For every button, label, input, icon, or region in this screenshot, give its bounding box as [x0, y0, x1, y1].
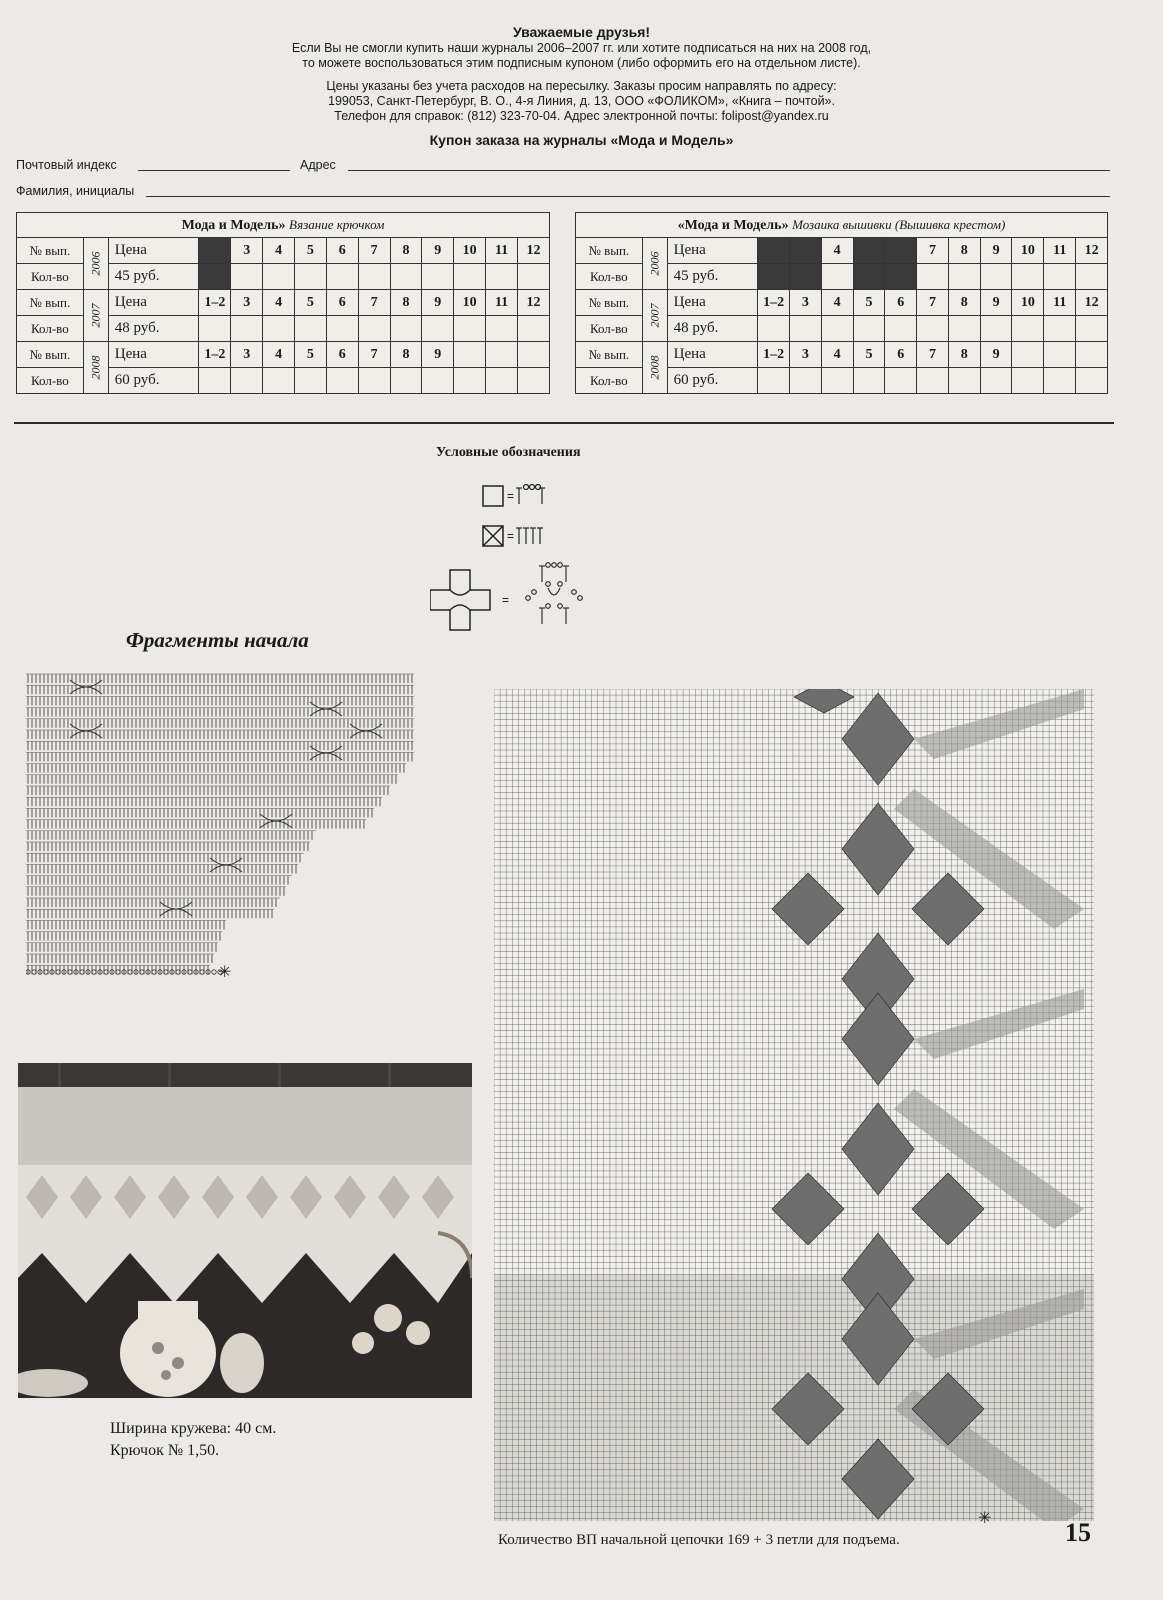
year-label: 2006 — [647, 251, 662, 276]
chain-note: Количество ВП начальной цепочки 169 + 3 петли для подъема. — [498, 1532, 900, 1548]
issue-number-cell: 4 — [263, 290, 295, 316]
price-value: 60 руб. — [108, 368, 199, 394]
qty-input-cell[interactable] — [885, 316, 917, 342]
issue-number-cell: 7 — [358, 342, 390, 368]
header-line-2: то можете воспользоваться этим подписным купоном (либо оформить его на отдельном листе). — [302, 56, 861, 70]
qty-input-cell[interactable] — [518, 368, 550, 394]
issue-number-cell: 12 — [1076, 290, 1108, 316]
table-caption — [576, 213, 1108, 238]
issue-number-cell: 5 — [853, 342, 885, 368]
header-line-1: Если Вы не смогли купить наши журналы 2006–2007 гг. или хотите подписаться на них на 2008 год, — [291, 41, 872, 55]
qty-input-cell[interactable] — [853, 316, 885, 342]
issue-number-cell: 1–2 — [199, 290, 231, 316]
qty-input-cell[interactable] — [1012, 316, 1044, 342]
qty-input-cell[interactable] — [390, 368, 422, 394]
qty-input-cell[interactable] — [948, 316, 980, 342]
issue-number-cell: 5 — [295, 342, 327, 368]
issue-number-cell: 7 — [917, 290, 949, 316]
issue-number-cell — [1044, 342, 1076, 368]
table-caption-bold: «Мода и Модель» — [677, 217, 789, 233]
issue-number-cell: 8 — [948, 290, 980, 316]
qty-label: Кол-во — [576, 264, 643, 290]
issue-label: № вып. — [17, 238, 84, 264]
year-cell — [83, 342, 108, 394]
year-cell — [642, 290, 667, 342]
qty-input-cell[interactable] — [853, 368, 885, 394]
issue-number-cell: 9 — [980, 290, 1012, 316]
qty-label: Кол-во — [17, 316, 84, 342]
issue-number-cell: 1–2 — [199, 342, 231, 368]
qty-input-cell[interactable] — [917, 316, 949, 342]
qty-input-cell[interactable] — [821, 316, 853, 342]
price-value: 45 руб. — [108, 264, 199, 290]
issue-number-cell: 5 — [853, 290, 885, 316]
year-cell — [83, 238, 108, 290]
page-number: 15 — [1065, 1518, 1091, 1547]
header-line-3: Цены указаны без учета расходов на пересылку. Заказы просим направлять по адресу: — [326, 79, 837, 93]
year-cell — [642, 342, 667, 394]
qty-input-cell[interactable] — [1076, 368, 1108, 394]
legend-title: Условные обозначения — [436, 445, 581, 460]
price-value: 45 руб. — [667, 264, 758, 290]
year-label: 2008 — [647, 355, 662, 380]
header-line-4: 199053, Санкт-Петербург, В. О., 4-я Линия, д. 13, ООО «ФОЛИКОМ», «Книга – почтой». — [328, 94, 835, 108]
qty-input-cell[interactable] — [358, 316, 390, 342]
qty-input-cell[interactable] — [789, 316, 821, 342]
issue-number-cell: 6 — [326, 342, 358, 368]
qty-input-cell[interactable] — [390, 316, 422, 342]
issue-number-cell: 10 — [454, 290, 486, 316]
qty-input-cell[interactable] — [231, 316, 263, 342]
issue-number-cell: 8 — [948, 342, 980, 368]
issue-number-cell — [518, 342, 550, 368]
filet-chart — [494, 689, 1094, 1521]
qty-input-cell[interactable] — [885, 368, 917, 394]
price-label: Цена — [667, 290, 758, 316]
address-label: Адрес — [300, 158, 336, 172]
qty-input-cell[interactable] — [231, 264, 263, 290]
qty-input-cell[interactable] — [422, 316, 454, 342]
issue-number-cell: 9 — [422, 290, 454, 316]
issue-number-cell: 12 — [518, 290, 550, 316]
issue-number-cell — [789, 238, 821, 264]
issue-number-cell — [454, 342, 486, 368]
legend-empty-cell — [483, 486, 503, 506]
fragment-start-star: ✳ — [218, 964, 232, 981]
issue-number-cell — [1012, 342, 1044, 368]
issue-number-cell: 7 — [917, 342, 949, 368]
issue-number-cell: 10 — [1012, 238, 1044, 264]
qty-input-cell[interactable] — [358, 368, 390, 394]
qty-input-cell — [199, 264, 231, 290]
qty-input-cell[interactable] — [295, 368, 327, 394]
qty-input-cell — [758, 264, 790, 290]
table-caption — [17, 213, 550, 238]
issue-number-cell: 7 — [358, 290, 390, 316]
issue-number-cell: 10 — [1012, 290, 1044, 316]
year-cell — [642, 238, 667, 290]
issue-number-cell: 3 — [231, 342, 263, 368]
qty-input-cell[interactable] — [486, 316, 518, 342]
qty-input-cell[interactable] — [980, 316, 1012, 342]
issue-number-cell: 3 — [231, 290, 263, 316]
issue-number-cell: 8 — [948, 238, 980, 264]
qty-input-cell[interactable] — [1012, 368, 1044, 394]
qty-input-cell[interactable] — [295, 316, 327, 342]
header-line-5: Телефон для справок: (812) 323-70-04. Адрес электронной почты: folipost@yandex.ru — [334, 109, 829, 123]
issue-label: № вып. — [576, 290, 643, 316]
qty-input-cell[interactable] — [295, 264, 327, 290]
qty-input-cell[interactable] — [326, 316, 358, 342]
issue-number-cell: 4 — [263, 342, 295, 368]
issue-number-cell — [758, 238, 790, 264]
year-label: 2007 — [88, 303, 103, 328]
crochet-fragment-diagram — [26, 668, 426, 980]
price-label: Цена — [667, 342, 758, 368]
order-table-crochet — [16, 212, 550, 394]
price-label: Цена — [108, 342, 199, 368]
qty-input-cell[interactable] — [422, 368, 454, 394]
name-field[interactable] — [146, 196, 1110, 197]
year-cell — [83, 290, 108, 342]
qty-input-cell[interactable] — [1044, 264, 1076, 290]
year-label: 2006 — [88, 251, 103, 276]
qty-input-cell[interactable] — [518, 316, 550, 342]
qty-input-cell — [853, 264, 885, 290]
issue-number-cell: 1–2 — [758, 342, 790, 368]
legend-symbols — [430, 484, 600, 654]
issue-number-cell: 11 — [1044, 238, 1076, 264]
issue-number-cell: 11 — [486, 290, 518, 316]
issue-number-cell: 3 — [231, 238, 263, 264]
issue-number-cell: 3 — [789, 290, 821, 316]
qty-input-cell[interactable] — [231, 368, 263, 394]
qty-input-cell[interactable] — [454, 368, 486, 394]
price-label: Цена — [108, 238, 199, 264]
coupon-title: Купон заказа на журналы «Мода и Модель» — [429, 132, 734, 148]
issue-number-cell: 12 — [1076, 238, 1108, 264]
qty-input-cell[interactable] — [758, 368, 790, 394]
issue-label: № вып. — [17, 342, 84, 368]
issue-number-cell: 8 — [390, 342, 422, 368]
table-caption-italic: Вязание крючком — [289, 216, 385, 232]
issue-number-cell: 4 — [821, 290, 853, 316]
price-value: 48 руб. — [667, 316, 758, 342]
legend-eq-2: = — [507, 529, 515, 543]
legend-cross-motif — [430, 570, 490, 630]
issue-number-cell: 9 — [422, 238, 454, 264]
issue-number-cell — [486, 342, 518, 368]
qty-input-cell[interactable] — [1076, 316, 1108, 342]
qty-input-cell[interactable] — [980, 264, 1012, 290]
legend-stitch-chain-icon — [516, 485, 545, 505]
issue-label: № вып. — [17, 290, 84, 316]
issue-number-cell: 9 — [980, 342, 1012, 368]
price-value: 60 руб. — [667, 368, 758, 394]
issue-number-cell: 4 — [821, 342, 853, 368]
issue-number-cell: 5 — [295, 238, 327, 264]
legend-filled-cell — [483, 526, 503, 546]
qty-input-cell[interactable] — [199, 316, 231, 342]
price-label: Цена — [108, 290, 199, 316]
issue-number-cell: 9 — [422, 342, 454, 368]
issue-number-cell: 5 — [295, 290, 327, 316]
qty-input-cell[interactable] — [1044, 368, 1076, 394]
issue-number-cell: 10 — [454, 238, 486, 264]
issue-number-cell: 9 — [980, 238, 1012, 264]
table-caption-bold: Мода и Модель» — [181, 217, 286, 233]
qty-input-cell — [885, 264, 917, 290]
price-label: Цена — [667, 238, 758, 264]
issue-number-cell: 6 — [326, 290, 358, 316]
qty-input-cell[interactable] — [263, 316, 295, 342]
header-title: Уважаемые друзья! — [512, 24, 651, 40]
issue-number-cell — [1076, 342, 1108, 368]
issue-number-cell: 6 — [885, 342, 917, 368]
name-label: Фамилия, инициалы — [16, 184, 135, 198]
qty-input-cell[interactable] — [263, 368, 295, 394]
lace-width-text: Ширина кружева: 40 см. — [110, 1420, 277, 1437]
postal-label: Почтовый индекс — [16, 158, 117, 172]
qty-input-cell[interactable] — [199, 368, 231, 394]
qty-input-cell[interactable] — [390, 264, 422, 290]
issue-number-cell: 4 — [821, 238, 853, 264]
issue-number-cell: 7 — [358, 238, 390, 264]
legend-eq-1: = — [507, 489, 515, 503]
hook-text: Крючок № 1,50. — [110, 1442, 220, 1459]
qty-input-cell[interactable] — [454, 264, 486, 290]
price-value: 48 руб. — [108, 316, 199, 342]
issue-label: № вып. — [576, 238, 643, 264]
issue-number-cell — [853, 238, 885, 264]
issue-number-cell: 11 — [486, 238, 518, 264]
qty-input-cell[interactable] — [917, 264, 949, 290]
issue-number-cell — [199, 238, 231, 264]
issue-number-cell: 3 — [789, 342, 821, 368]
qty-label: Кол-во — [576, 368, 643, 394]
qty-input-cell[interactable] — [326, 264, 358, 290]
qty-input-cell[interactable] — [821, 368, 853, 394]
issue-number-cell: 4 — [263, 238, 295, 264]
qty-input-cell[interactable] — [1044, 316, 1076, 342]
issue-number-cell: 11 — [1044, 290, 1076, 316]
legend-eq-3: = — [502, 593, 510, 607]
qty-input-cell[interactable] — [263, 264, 295, 290]
address-field[interactable] — [348, 170, 1110, 171]
chart-start-star: ✳ — [978, 1510, 992, 1527]
postal-field[interactable] — [138, 170, 290, 171]
issue-number-cell: 8 — [390, 238, 422, 264]
order-table-embroidery — [575, 212, 1108, 394]
qty-input-cell[interactable] — [358, 264, 390, 290]
qty-input-cell[interactable] — [948, 368, 980, 394]
qty-input-cell[interactable] — [821, 264, 853, 290]
issue-number-cell: 6 — [326, 238, 358, 264]
issue-number-cell: 6 — [885, 290, 917, 316]
year-label: 2008 — [88, 355, 103, 380]
year-label: 2007 — [647, 303, 662, 328]
qty-input-cell[interactable] — [948, 264, 980, 290]
issue-number-cell — [885, 238, 917, 264]
fragments-title: Фрагменты начала — [126, 628, 309, 652]
qty-input-cell[interactable] — [917, 368, 949, 394]
issue-number-cell: 1–2 — [758, 290, 790, 316]
divider — [14, 422, 1114, 424]
qty-input-cell[interactable] — [326, 368, 358, 394]
qty-input-cell[interactable] — [758, 316, 790, 342]
qty-input-cell[interactable] — [789, 368, 821, 394]
qty-input-cell[interactable] — [518, 264, 550, 290]
qty-label: Кол-во — [17, 264, 84, 290]
qty-input-cell[interactable] — [980, 368, 1012, 394]
issue-number-cell: 8 — [390, 290, 422, 316]
qty-label: Кол-во — [17, 368, 84, 394]
qty-input-cell[interactable] — [1012, 264, 1044, 290]
table-caption-italic: Мозаика вышивки (Вышивка крестом) — [792, 216, 1006, 232]
lace-photo — [18, 1063, 472, 1398]
qty-input-cell[interactable] — [486, 368, 518, 394]
qty-input-cell[interactable] — [486, 264, 518, 290]
legend-stitch-solid-icon — [516, 528, 543, 544]
qty-label: Кол-во — [576, 316, 643, 342]
issue-label: № вып. — [576, 342, 643, 368]
legend-stitch-motif-icon — [526, 563, 583, 624]
qty-input-cell[interactable] — [454, 316, 486, 342]
qty-input-cell[interactable] — [1076, 264, 1108, 290]
issue-number-cell: 12 — [518, 238, 550, 264]
qty-input-cell[interactable] — [422, 264, 454, 290]
qty-input-cell — [789, 264, 821, 290]
issue-number-cell: 7 — [917, 238, 949, 264]
